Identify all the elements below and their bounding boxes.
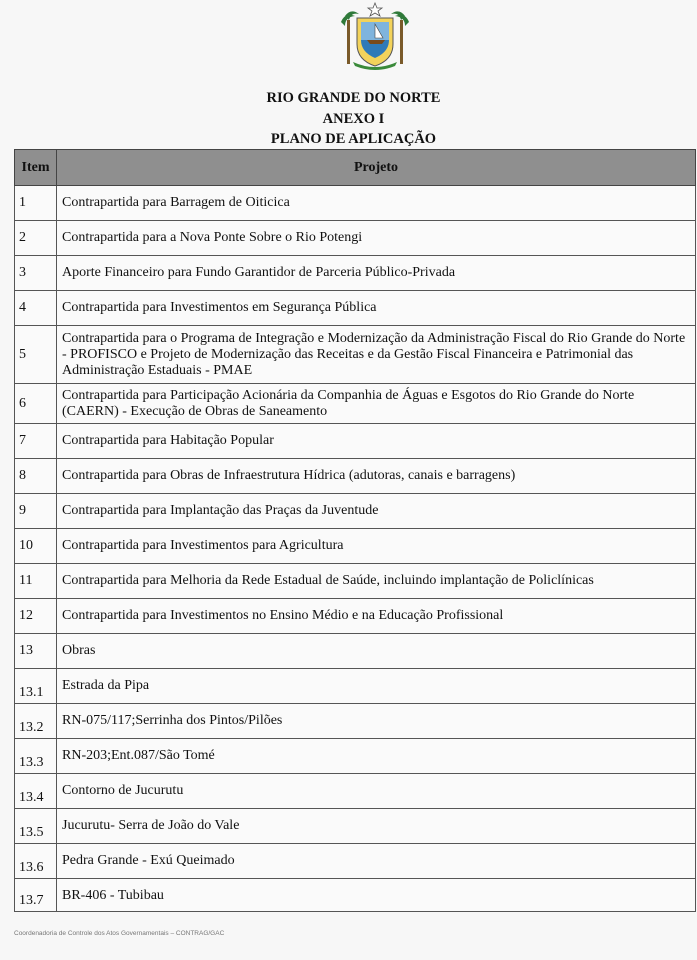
table-header-row <box>15 150 696 186</box>
table-row <box>15 599 696 634</box>
row-item: 11 <box>15 564 57 599</box>
row-item: 3 <box>15 256 57 291</box>
row-item: 6 <box>15 384 57 424</box>
row-item: 4 <box>15 291 57 326</box>
coat-of-arms-icon <box>333 2 417 72</box>
row-project: Contrapartida para Investimentos em Segurança Pública <box>57 291 696 326</box>
table-row <box>15 424 696 459</box>
plan-title: PLANO DE APLICAÇÃO <box>270 131 437 147</box>
application-plan-table <box>14 149 696 912</box>
table-row <box>15 326 696 384</box>
row-project: Contrapartida para Habitação Popular <box>57 424 696 459</box>
table-row <box>15 879 696 912</box>
row-item: 13.5 <box>15 809 57 844</box>
table-row <box>15 739 696 774</box>
table-row <box>15 291 696 326</box>
row-item: 8 <box>15 459 57 494</box>
footer-credit: Coordenadoria de Controle dos Atos Governamentais – CONTRAG/GAC <box>14 930 225 937</box>
row-project: Contrapartida para o Programa de Integração e Modernização da Administração Fiscal do Rio Grande do Norte - PROFISCO e Projeto de Modernização das Receitas e da Gestão Fiscal Financeira e Patrimonial das Administração Estaduais - PMAE <box>57 326 696 384</box>
row-project: BR-406 - Tubibau <box>57 879 696 912</box>
header-item: Item <box>15 150 57 186</box>
row-item: 13.7 <box>15 879 57 912</box>
row-project: Contrapartida para Implantação das Praças da Juventude <box>57 494 696 529</box>
state-title: RIO GRANDE DO NORTE <box>266 90 441 106</box>
row-project: Pedra Grande - Exú Queimado <box>57 844 696 879</box>
table-row <box>15 844 696 879</box>
row-item: 13.6 <box>15 844 57 879</box>
row-project: Jucurutu- Serra de João do Vale <box>57 809 696 844</box>
table-row <box>15 494 696 529</box>
row-item: 12 <box>15 599 57 634</box>
row-project: Aporte Financeiro para Fundo Garantidor de Parceria Público-Privada <box>57 256 696 291</box>
row-item: 13.1 <box>15 669 57 704</box>
row-item: 7 <box>15 424 57 459</box>
row-project: Contrapartida para Participação Acionária da Companhia de Águas e Esgotos do Rio Grande do Norte (CAERN) - Execução de Obras de Saneamento <box>57 384 696 424</box>
row-item: 1 <box>15 186 57 221</box>
table-row <box>15 564 696 599</box>
row-item: 13 <box>15 634 57 669</box>
header-project: Projeto <box>57 150 696 186</box>
row-project: Contrapartida para Melhoria da Rede Estadual de Saúde, incluindo implantação de Policlínicas <box>57 564 696 599</box>
table-row <box>15 459 696 494</box>
table-row <box>15 634 696 669</box>
table-row <box>15 704 696 739</box>
row-project: Contrapartida para Barragem de Oiticica <box>57 186 696 221</box>
row-project: Obras <box>57 634 696 669</box>
row-project: Contorno de Jucurutu <box>57 774 696 809</box>
row-item: 2 <box>15 221 57 256</box>
table-row <box>15 256 696 291</box>
row-item: 9 <box>15 494 57 529</box>
annex-title: ANEXO I <box>322 111 385 127</box>
table-row <box>15 809 696 844</box>
row-item: 10 <box>15 529 57 564</box>
row-project: Contrapartida para Investimentos para Agricultura <box>57 529 696 564</box>
table-row <box>15 186 696 221</box>
row-item: 5 <box>15 326 57 384</box>
row-item: 13.2 <box>15 704 57 739</box>
table-row <box>15 221 696 256</box>
row-item: 13.3 <box>15 739 57 774</box>
row-project: Contrapartida para Investimentos no Ensino Médio e na Educação Profissional <box>57 599 696 634</box>
row-project: Estrada da Pipa <box>57 669 696 704</box>
row-project: Contrapartida para Obras de Infraestrutura Hídrica (adutoras, canais e barragens) <box>57 459 696 494</box>
table-row <box>15 669 696 704</box>
row-item: 13.4 <box>15 774 57 809</box>
table-row <box>15 774 696 809</box>
table-row <box>15 529 696 564</box>
row-project: Contrapartida para a Nova Ponte Sobre o Rio Potengi <box>57 221 696 256</box>
row-project: RN-075/117;Serrinha dos Pintos/Pilões <box>57 704 696 739</box>
table-row <box>15 384 696 424</box>
row-project: RN-203;Ent.087/São Tomé <box>57 739 696 774</box>
